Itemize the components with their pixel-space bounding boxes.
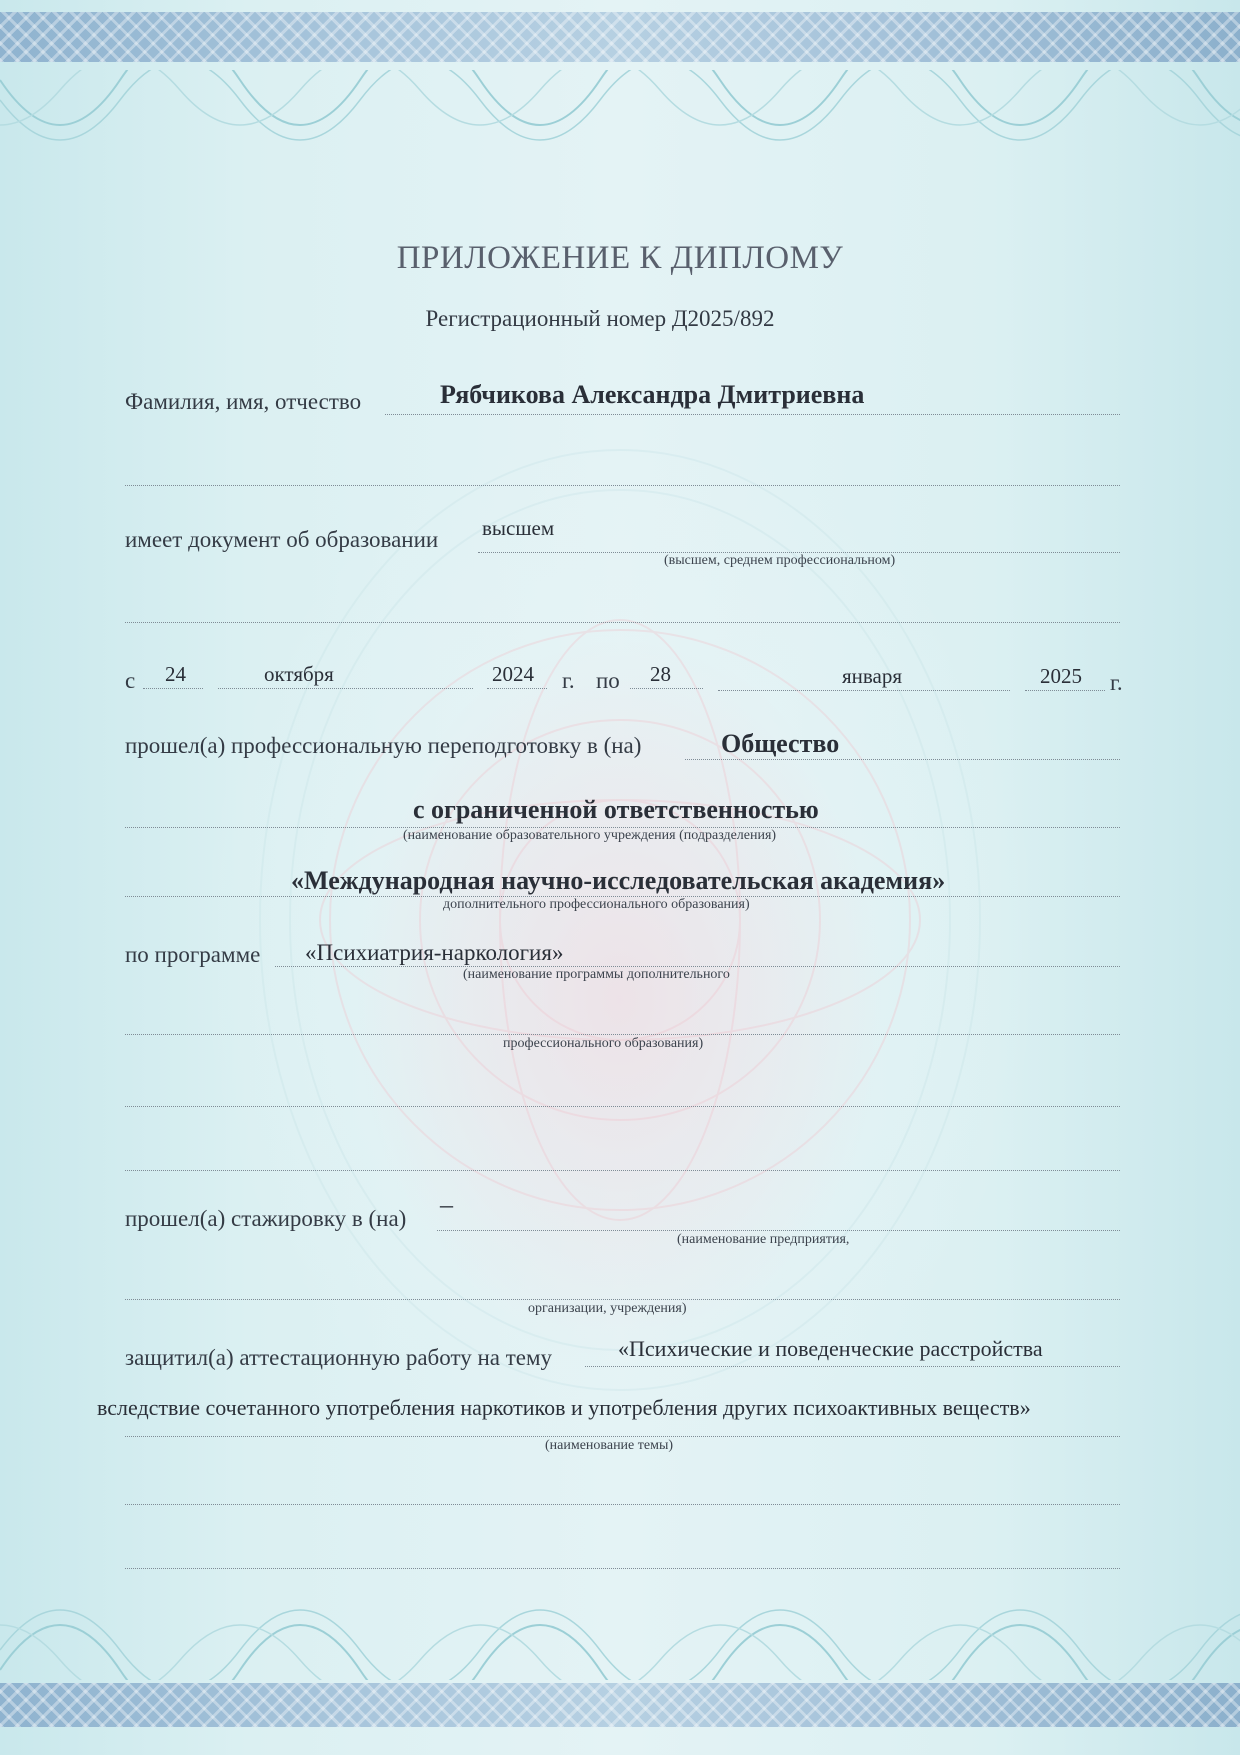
- program-hint1: (наименование программы дополнительного: [463, 967, 730, 982]
- retraining-label: прошел(а) профессиональную переподготовку в (на): [125, 733, 642, 758]
- program-label: по программе: [125, 942, 261, 967]
- education-line-2: [125, 622, 1120, 623]
- registration-number: Регистрационный номер Д2025/892: [425, 306, 775, 331]
- date-to-year: 2025: [1040, 664, 1082, 688]
- date-from-month-line: [218, 688, 473, 689]
- thesis-title-line2: вследствие сочетанного употребления наркотиков и употребления других психоактивных веществ»: [97, 1395, 1031, 1420]
- rosette-watermark: [240, 420, 1000, 1420]
- fio-value: Рябчикова Александра Дмитриевна: [440, 380, 865, 409]
- top-guilloche-ornament: [0, 70, 1240, 180]
- thesis-label: защитил(а) аттестационную работу на тему: [125, 1345, 553, 1370]
- date-to-year-suffix: г.: [1110, 670, 1123, 695]
- internship-label: прошел(а) стажировку в (на): [125, 1206, 407, 1231]
- thesis-line: [585, 1366, 1120, 1367]
- thesis-line-2: [125, 1436, 1120, 1437]
- date-from-year: 2024: [492, 662, 534, 686]
- internship-hint2: организации, учреждения): [528, 1301, 687, 1316]
- retraining-org-line2: с ограниченной ответственностью: [413, 795, 819, 824]
- program-line-2: [125, 1034, 1120, 1035]
- education-hint: (высшем, среднем профессиональном): [664, 553, 896, 568]
- fio-line: [385, 414, 1120, 415]
- date-to-prefix: по: [596, 668, 620, 693]
- program-line-4: [125, 1170, 1120, 1171]
- internship-hint1: (наименование предприятия,: [677, 1232, 850, 1247]
- date-from-year-suffix: г.: [562, 668, 575, 693]
- document-title: ПРИЛОЖЕНИЕ К ДИПЛОМУ: [396, 240, 844, 276]
- date-from-year-line: [487, 688, 547, 689]
- program-hint2: профессионального образования): [503, 1036, 704, 1051]
- date-to-day: 28: [650, 662, 671, 686]
- retraining-line: [685, 759, 1120, 760]
- program-line-3: [125, 1106, 1120, 1107]
- internship-line-2: [125, 1299, 1120, 1300]
- retraining-hint2: дополнительного профессионального образования): [443, 897, 750, 912]
- date-from-day-line: [143, 688, 203, 689]
- bottom-ornament-band: [0, 1683, 1240, 1727]
- retraining-hint1: (наименование образовательного учреждения (подразделения): [403, 828, 777, 843]
- thesis-line-3: [125, 1504, 1120, 1505]
- fio-line-2: [125, 485, 1120, 486]
- thesis-hint: (наименование темы): [545, 1438, 674, 1453]
- program-value: «Психиатрия-наркология»: [305, 940, 564, 965]
- date-to-day-line: [630, 688, 703, 689]
- thesis-title-line1: «Психические и поведенческие расстройства: [618, 1336, 1043, 1361]
- education-value: высшем: [482, 516, 555, 540]
- top-ornament-band: [0, 12, 1240, 62]
- bottom-guilloche-ornament: [0, 1570, 1240, 1680]
- date-from-month: октября: [264, 662, 334, 686]
- internship-value: –: [440, 1190, 453, 1219]
- fio-label: Фамилия, имя, отчество: [125, 389, 362, 414]
- date-to-year-line: [1025, 690, 1105, 691]
- date-from-prefix: с: [125, 668, 136, 693]
- thesis-line-4: [125, 1568, 1120, 1569]
- date-from-day: 24: [165, 662, 186, 686]
- retraining-org-line3: «Международная научно-исследовательская академия»: [291, 866, 946, 895]
- internship-line: [437, 1230, 1120, 1231]
- date-to-month: января: [842, 664, 903, 688]
- retraining-org-line1: Общество: [721, 729, 840, 758]
- education-label: имеет документ об образовании: [125, 527, 439, 552]
- date-to-month-line: [718, 690, 1010, 691]
